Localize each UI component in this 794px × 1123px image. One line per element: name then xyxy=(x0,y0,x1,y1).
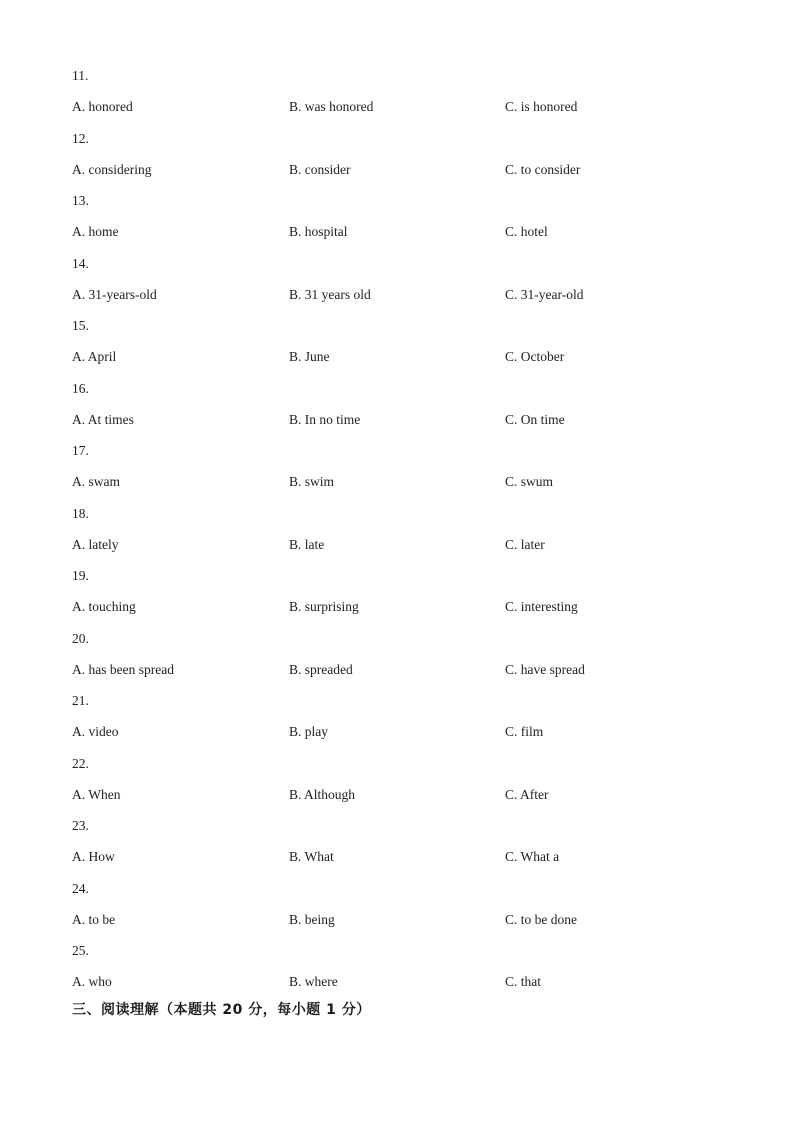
option-a: A. At times xyxy=(72,411,134,427)
option-b: B. swim xyxy=(289,474,335,489)
section-heading: 三、阅读理解（本题共 20 分，每小题 1 分） xyxy=(72,1002,371,1018)
option-b: B. What xyxy=(289,849,334,864)
question-number: 19. xyxy=(72,568,89,583)
question-number: 16. xyxy=(72,380,89,396)
option-a: A. honored xyxy=(72,99,133,114)
option-row xyxy=(72,597,732,629)
option-c: C. 31-year-old xyxy=(505,286,584,302)
option-b: B. surprising xyxy=(289,599,359,614)
option-c: C. swum xyxy=(505,474,554,489)
option-c: C. film xyxy=(505,724,544,739)
question-number: 21. xyxy=(72,693,89,708)
question-12 xyxy=(72,129,732,192)
option-row xyxy=(72,847,732,879)
question-number: 23. xyxy=(72,818,89,833)
question-number: 13. xyxy=(72,193,89,208)
option-a: A. who xyxy=(72,974,112,989)
question-number: 17. xyxy=(72,443,89,458)
option-a: A. swam xyxy=(72,474,120,489)
question-list xyxy=(72,66,732,1004)
option-row xyxy=(72,97,732,129)
option-c: C. interesting xyxy=(505,599,578,614)
question-14 xyxy=(72,254,732,317)
question-18 xyxy=(72,504,732,567)
option-c: C. What a xyxy=(505,849,560,864)
question-25 xyxy=(72,941,732,1004)
option-a: A. to be xyxy=(72,911,116,927)
option-c: C. On time xyxy=(505,411,565,427)
option-row xyxy=(72,222,732,254)
option-row xyxy=(72,535,732,567)
question-number: 20. xyxy=(72,630,89,646)
question-number: 25. xyxy=(72,943,89,958)
question-number: 14. xyxy=(72,255,89,271)
question-17 xyxy=(72,441,732,504)
option-row xyxy=(72,347,732,379)
option-b: B. hospital xyxy=(289,224,348,239)
option-row xyxy=(72,972,732,1004)
question-16 xyxy=(72,379,732,442)
question-number: 24. xyxy=(72,880,89,896)
option-a: A. lately xyxy=(72,536,119,552)
option-b: B. late xyxy=(289,536,325,552)
option-c: C. to be done xyxy=(505,911,577,927)
option-row xyxy=(72,910,732,942)
question-number: 18. xyxy=(72,505,89,521)
option-b: B. was honored xyxy=(289,99,374,114)
question-number: 12. xyxy=(72,130,89,146)
question-20 xyxy=(72,629,732,692)
question-21 xyxy=(72,691,732,754)
option-a: A. has been spread xyxy=(72,661,174,677)
option-c: C. to consider xyxy=(505,161,581,177)
option-a: A. home xyxy=(72,224,119,239)
option-row xyxy=(72,785,732,817)
question-23 xyxy=(72,816,732,879)
option-a: A. When xyxy=(72,786,121,802)
option-b: B. June xyxy=(289,349,330,364)
option-a: A. considering xyxy=(72,161,152,177)
option-b: B. consider xyxy=(289,161,351,177)
option-b: B. spreaded xyxy=(289,661,353,677)
option-row xyxy=(72,160,732,192)
option-c: C. After xyxy=(505,786,549,802)
option-b: B. 31 years old xyxy=(289,286,371,302)
question-number: 15. xyxy=(72,318,89,333)
option-a: A. 31-years-old xyxy=(72,286,157,302)
option-c: C. later xyxy=(505,536,545,552)
option-b: B. Although xyxy=(289,786,356,802)
option-a: A. touching xyxy=(72,599,136,614)
question-number: 11. xyxy=(72,68,89,83)
question-22 xyxy=(72,754,732,817)
question-number: 22. xyxy=(72,755,89,771)
option-c: C. is honored xyxy=(505,99,578,114)
option-b: B. In no time xyxy=(289,411,361,427)
option-row xyxy=(72,660,732,692)
question-19 xyxy=(72,566,732,629)
question-15 xyxy=(72,316,732,379)
option-c: C. hotel xyxy=(505,224,548,239)
option-a: A. How xyxy=(72,849,115,864)
option-b: B. being xyxy=(289,911,335,927)
option-b: B. play xyxy=(289,724,328,739)
option-c: C. that xyxy=(505,974,541,989)
option-row xyxy=(72,285,732,317)
question-24 xyxy=(72,879,732,942)
option-row xyxy=(72,472,732,504)
option-c: C. October xyxy=(505,349,565,364)
option-c: C. have spread xyxy=(505,661,585,677)
option-row xyxy=(72,722,732,754)
option-b: B. where xyxy=(289,974,338,989)
option-row xyxy=(72,410,732,442)
question-11 xyxy=(72,66,732,129)
option-a: A. video xyxy=(72,724,119,739)
question-13 xyxy=(72,191,732,254)
option-a: A. April xyxy=(72,349,117,364)
